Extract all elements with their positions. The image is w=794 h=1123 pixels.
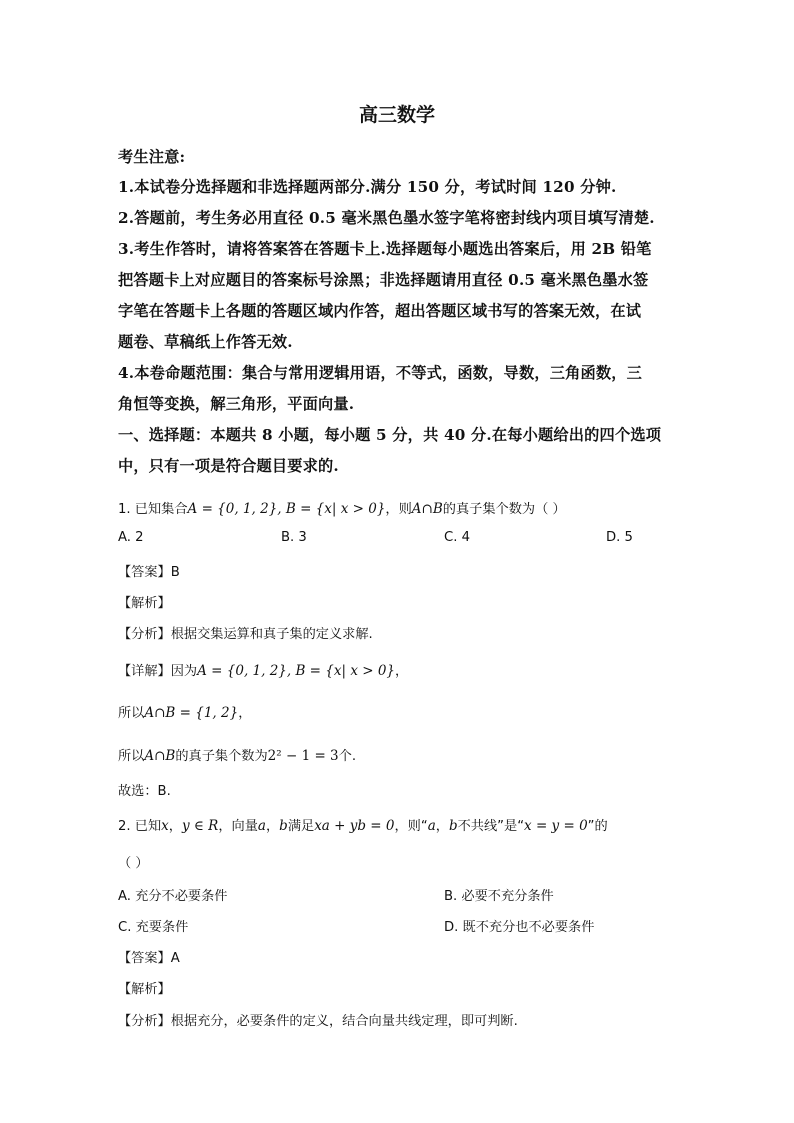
q2-vector-a: a [257, 818, 266, 834]
q1-step-2 [118, 745, 356, 764]
q1-detail-a: 【详解】因为 [118, 664, 198, 679]
q1-option-a: A. 2 [118, 530, 144, 545]
q1-stem-a: 1. 已知集合 [118, 502, 188, 517]
q2-vector-a-2: a [427, 818, 436, 834]
q1-answer: 【答案】B [118, 565, 180, 580]
notice-3c: 字笔在答题卡上各题的答题区域内作答，超出答题区域书写的答案无效，在试 [118, 302, 642, 320]
q1-stem [118, 498, 566, 517]
q2-equation: xa + yb = 0 [314, 818, 395, 834]
q2-stem-e: 不共线”是“ [457, 819, 525, 834]
q2-answer: 【答案】A [118, 951, 180, 966]
q2-stem-a: 2. 已知 [118, 819, 162, 834]
q2-stem-c: 满足 [287, 819, 315, 834]
q1-detail-b: ， [395, 664, 409, 679]
q2-option-b: B. 必要不充分条件 [444, 889, 554, 904]
notice-3b: 把答题卡上对应题目的答案标号涂黑；非选择题请用直径 0.5 毫米黑色墨水签 [118, 271, 649, 289]
q1-choose: 故选：B. [118, 784, 171, 799]
q1-step2-c: 个. [338, 749, 357, 764]
q1-detail [118, 660, 408, 679]
q2-x: x [161, 818, 169, 834]
q2-comma-2: ， [265, 819, 280, 834]
q1-set-expr: A = {0, 1, 2}, B = {x| x > 0} [187, 501, 386, 517]
q2-comma-3: ， [435, 819, 449, 834]
q2-fenxi: 【分析】根据充分，必要条件的定义，结合向量共线定理，即可判断. [118, 1014, 518, 1029]
q1-step1-expr: A∩B = {1, 2} [144, 705, 239, 721]
q2-option-c: C. 充要条件 [118, 920, 189, 935]
q2-option-d: D. 既不充分也不必要条件 [444, 920, 595, 935]
q1-step1-a: 所以 [118, 706, 145, 721]
q1-analysis-heading: 【解析】 [118, 596, 171, 611]
q2-stem-f: ”的 [587, 819, 608, 834]
q1-step2-b: 的真子集个数为 [175, 749, 268, 764]
q1-stem-b: ，则 [385, 502, 412, 517]
notice-1: 1.本试卷分选择题和非选择题两部分.满分 150 分，考试时间 120 分钟. [118, 178, 617, 196]
q1-fenxi: 【分析】根据交集运算和真子集的定义求解. [118, 627, 373, 642]
q1-step2-calc: 2² − 1 = 3 [267, 748, 339, 764]
q2-vector-b-2: b [448, 818, 458, 834]
q2-vector-b: b [279, 818, 288, 834]
q1-option-b: B. 3 [281, 530, 307, 545]
q2-condition: x = y = 0 [524, 818, 588, 834]
q1-intersection: A∩B [411, 501, 443, 517]
q1-step2-expr: A∩B [144, 748, 176, 764]
q1-stem-c: 的真子集个数为（ ） [442, 502, 566, 517]
page-title: 高三数学 [358, 104, 435, 126]
q2-paren: （ ） [118, 856, 149, 871]
section-heading-a: 一、选择题：本题共 8 小题，每小题 5 分，共 40 分.在每小题给出的四个选项 [118, 426, 662, 444]
q1-step1-b: ， [238, 706, 252, 721]
notice-3d: 题卷、草稿纸上作答无效. [118, 333, 293, 351]
q1-step2-a: 所以 [118, 749, 145, 764]
q2-comma-1: ， [168, 819, 182, 834]
notice-4b: 角恒等变换，解三角形，平面向量. [118, 395, 355, 413]
q2-analysis-heading: 【解析】 [118, 982, 171, 997]
notice-2: 2.答题前，考生务必用直径 0.5 毫米黑色墨水签字笔将密封线内项目填写清楚. [118, 209, 655, 227]
notice-4a: 4.本卷命题范围：集合与常用逻辑用语，不等式，函数，导数，三角函数，三 [118, 364, 643, 382]
q1-step-1 [118, 702, 251, 721]
notice-3a: 3.考生作答时，请将答案答在答题卡上.选择题每小题选出答案后，用 2B 铅笔 [118, 240, 652, 258]
q1-option-c: C. 4 [444, 530, 470, 545]
q2-stem-d: ，则“ [394, 819, 428, 834]
q2-option-a: A. 充分不必要条件 [118, 889, 228, 904]
notice-heading: 考生注意: [118, 148, 186, 166]
q2-stem [118, 815, 608, 834]
q1-detail-expr: A = {0, 1, 2}, B = {x| x > 0} [197, 663, 396, 679]
q1-option-d: D. 5 [606, 530, 633, 545]
section-heading-b: 中，只有一项是符合题目要求的. [118, 457, 339, 475]
q2-y-in-r: y ∈ R [181, 818, 219, 834]
q2-stem-b: ，向量 [218, 819, 258, 834]
